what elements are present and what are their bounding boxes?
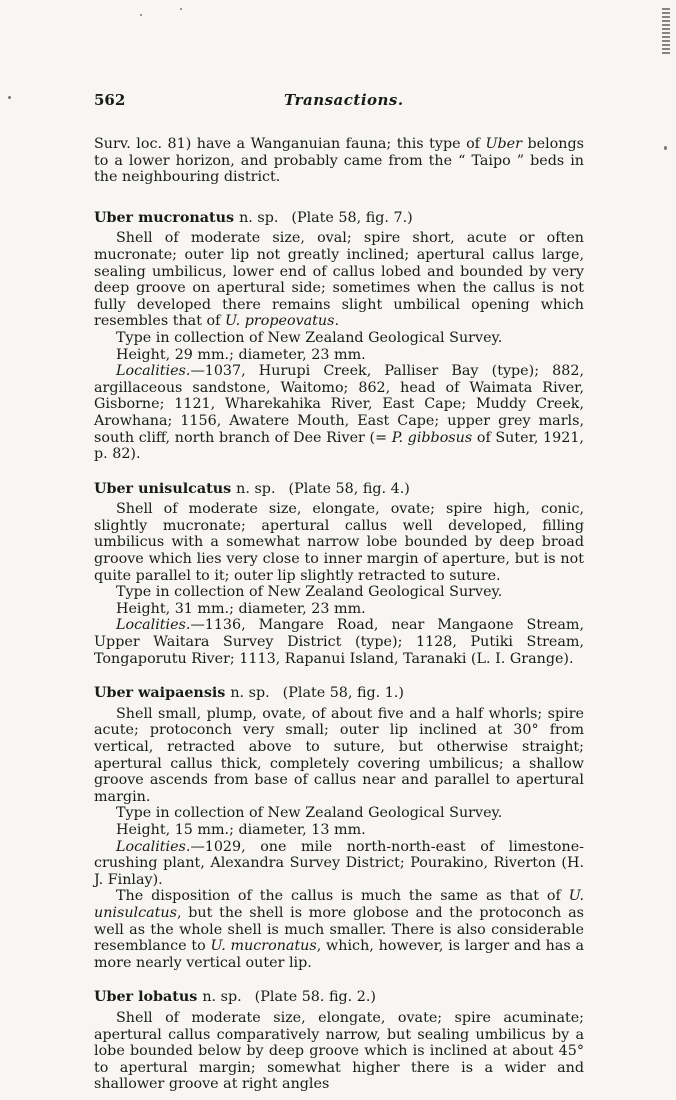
speck	[664, 146, 667, 150]
remarks-text: The disposition of the callus is much the same as that of	[116, 888, 569, 905]
dimensions: Height, 29 mm.; diameter, 23 mm.	[116, 346, 366, 363]
description-text: .	[334, 313, 340, 330]
species-description: Shell small, plump, ovate, of about five and a half whorls; spire acute; protoconch very small; outer lip inclined at 30° from vertical, retracted above to suture, but otherwise straight; apertural callus thick, completely covering umbilicus; a shallow groove ascends from base of callus near and parallel to apertural margin.	[94, 705, 584, 805]
localities	[94, 363, 584, 463]
localities-text: —1037, Hurupi Creek, Palliser Bay (type); 882, argillaceous sandstone, Waitomo; 862, head of Waimata River, Gisborne; 1121, Wharekahika River, East Cape; Muddy Creek, Arowhana; 1156, Awatere Mouth, East Cape; upper grey marls, south cliff, north branch of Dee River (=	[94, 363, 584, 446]
species-name: Uber mucronatus	[94, 209, 235, 226]
species-status: n. sp.	[202, 989, 242, 1006]
intro-text: belongs to a lower horizon, and probably came from the “ Taipo ” beds in the neighbouring district.	[94, 136, 584, 186]
remarks	[94, 888, 584, 971]
species-section	[94, 210, 584, 463]
species-status: n. sp.	[230, 685, 270, 702]
running-head: Transactions.	[284, 91, 404, 109]
species-reference: P. gibbosus	[391, 429, 473, 446]
localities-text: —1136, Mangare Road, near Mangaone Stream, Upper Waitara Survey District (type); 1128, Putiki Stream, Tongaporutu River; 1113, Rapanui Island, Taranaki (L. I. Grange).	[94, 617, 584, 667]
species-name: Uber waipaensis	[94, 685, 226, 702]
remarks-text: , but the shell is more globose and the protoconch as well as the whole shell is much smaller. There is also considerable resemblance to	[94, 904, 584, 955]
species-reference: U. mucronatus	[210, 938, 317, 955]
plate-reference: (Plate 58, fig. 4.)	[288, 480, 410, 497]
dimensions: Height, 15 mm.; diameter, 13 mm.	[116, 821, 366, 838]
species-description: Shell of moderate size, elongate, ovate; spire acuminate; apertural callus comparatively narrow, but sealing umbilicus by a lobe bounded below by deep groove which is inclined at about 45° to apertural margin; somewhat higher there is a wider and shallower groove at right angles	[94, 1009, 584, 1093]
page-edge-mark	[662, 8, 670, 54]
type-line: Type in collection of New Zealand Geological Survey.	[116, 584, 503, 601]
type-line: Type in collection of New Zealand Geological Survey.	[116, 329, 503, 346]
species-status: n. sp.	[236, 480, 276, 497]
species-heading	[94, 481, 584, 498]
remarks-text: , which, however, is larger and has a more nearly vertical outer lip.	[94, 938, 584, 971]
speck	[8, 96, 11, 99]
page-header	[94, 92, 584, 114]
species-name: Uber unisulcatus	[94, 480, 232, 497]
dimensions: Height, 31 mm.; diameter, 23 mm.	[116, 600, 366, 617]
localities-text: —1029, one mile north-north-east of limestone-crushing plant, Alexandra Survey District; Pourakino, Riverton (H. J. Finlay).	[94, 838, 584, 888]
page-number: 562	[94, 91, 126, 109]
species-reference: U. propeovatus	[224, 313, 335, 330]
page-body	[94, 92, 584, 1093]
localities-label: Localities.	[116, 363, 191, 380]
species-section	[94, 989, 584, 1093]
species-description: Shell of moderate size, elongate, ovate; spire high, conic, slightly mucronate; apertural callus well developed, filling umbilicus with a somewhat narrow lobe bounded by deep broad groove which lies very close to inner margin of aperture, but is not quite parallel to it; outer lip slightly retracted to suture.	[94, 501, 584, 584]
description-text: Shell of moderate size, oval; spire short, acute or often mucronate; outer lip not greatly inclined; apertural callus large, sealing umbilicus, lower end of callus lobed and bounded by very deep groove on apertural side; sometimes when the callus is not fully developed there remains slight umbilical opening which resembles that of	[94, 230, 584, 330]
species-heading	[94, 210, 584, 227]
type-line: Type in collection of New Zealand Geological Survey.	[116, 805, 503, 822]
speck	[180, 8, 182, 10]
intro-genus: Uber	[485, 136, 522, 152]
plate-reference: (Plate 58. fig. 2.)	[254, 989, 376, 1006]
species-description	[94, 230, 584, 330]
localities-text: of Suter, 1921, p. 82).	[94, 429, 584, 463]
species-name: Uber lobatus	[94, 989, 198, 1006]
intro-paragraph	[94, 136, 584, 186]
intro-text: Surv. loc. 81) have a Wanganuian fauna; this type of	[94, 136, 486, 152]
species-heading	[94, 685, 584, 702]
species-reference: U. unisulcatus	[94, 888, 584, 921]
localities-label: Localities.	[116, 838, 191, 855]
plate-reference: (Plate 58, fig. 7.)	[291, 209, 413, 226]
species-section	[94, 685, 584, 971]
species-heading	[94, 989, 584, 1006]
localities-label: Localities.	[116, 617, 191, 634]
species-section	[94, 481, 584, 668]
speck	[140, 14, 142, 16]
plate-reference: (Plate 58, fig. 1.)	[282, 685, 404, 702]
species-status: n. sp.	[239, 209, 279, 226]
localities	[94, 839, 584, 889]
localities	[94, 617, 584, 667]
